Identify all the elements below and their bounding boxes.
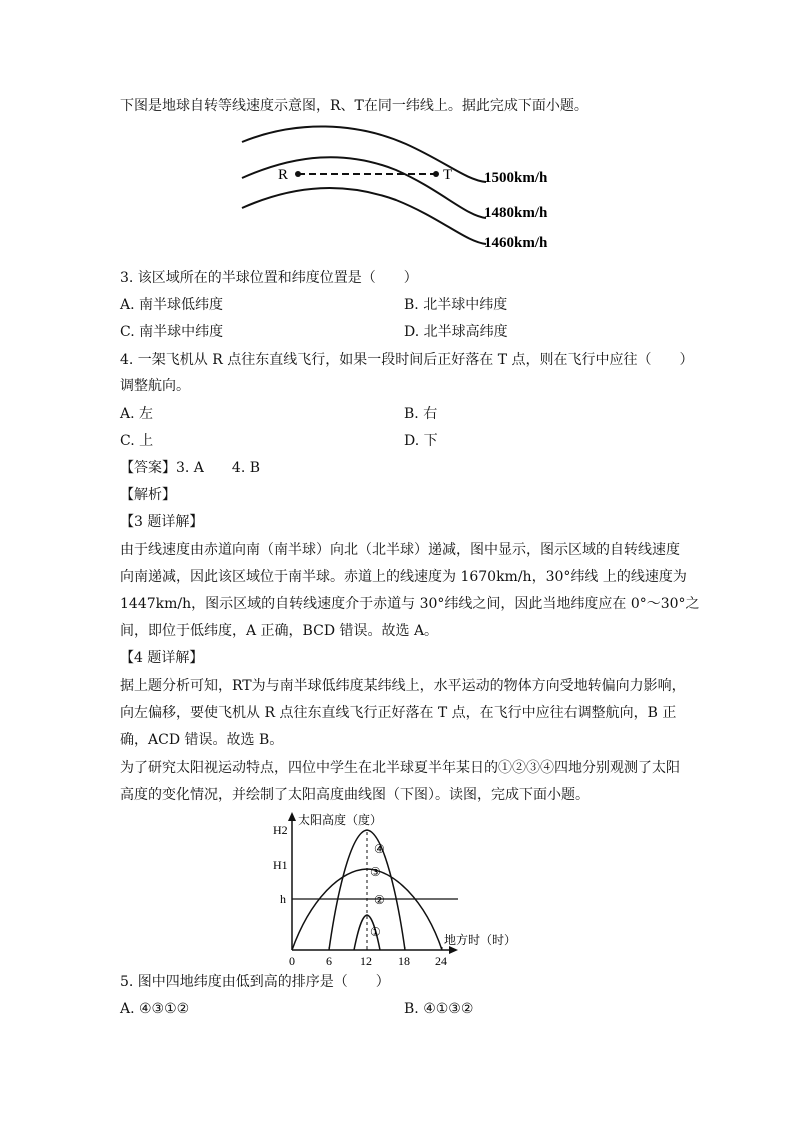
answer-line: 【答案】3. A 4. B — [120, 460, 261, 476]
curve-label-3: ③ — [370, 865, 381, 879]
q5-option-a[interactable]: A. ④③①② — [120, 1001, 190, 1017]
solar-altitude-figure — [270, 810, 520, 970]
intro-text-1: 下图是地球自转等线速度示意图，R、T在同一纬线上。据此完成下面小题。 — [120, 98, 588, 114]
x-axis-arrow — [449, 946, 458, 954]
intro-text-2-line-1: 为了研究太阳视运动特点，四位中学生在北半球夏半年某日的①②③④四地分别观测了太阳 — [120, 760, 680, 776]
isoline-label-1480: 1480km/h — [484, 205, 548, 221]
isoline-label-1460: 1460km/h — [484, 235, 548, 251]
point-r-label: R — [278, 167, 289, 183]
q3-option-c[interactable]: C. 南半球中纬度 — [120, 324, 224, 340]
y-tick-h2: H2 — [273, 823, 288, 837]
q4-option-d[interactable]: D. 下 — [404, 433, 438, 449]
curve-4 — [329, 830, 405, 950]
y-tick-h: h — [280, 892, 286, 906]
q4-detail-title: 【4 题详解】 — [120, 650, 204, 666]
y-axis-arrow — [288, 812, 296, 821]
q4-option-a[interactable]: A. 左 — [120, 406, 154, 422]
x-tick-24: 24 — [435, 954, 447, 968]
curve-label-1: ① — [370, 925, 381, 939]
q3-detail-line-3: 1447km/h，图示区域的自转线速度介于赤道与 30°纬线之间，因此当地纬度应在 0°～30°之 — [120, 596, 700, 612]
analysis-heading: 【解析】 — [120, 487, 176, 503]
q5-stem: 5. 图中四地纬度由低到高的排序是（ ） — [120, 974, 390, 990]
q3-detail-line-2: 向南递减，因此该区域位于南半球。赤道上的线速度为 1670km/h，30°纬线 上的线速度为 — [120, 569, 687, 585]
q5-option-b[interactable]: B. ④①③② — [404, 1001, 474, 1017]
q3-stem: 3. 该区域所在的半球位置和纬度位置是（ ） — [120, 270, 418, 286]
q3-option-a[interactable]: A. 南半球低纬度 — [120, 297, 224, 313]
x-tick-6: 6 — [326, 954, 332, 968]
velocity-isoline-figure — [236, 124, 566, 254]
curve-label-2: ② — [374, 893, 385, 907]
q4-stem-line-2: 调整航向。 — [120, 378, 190, 394]
x-tick-12: 12 — [360, 954, 372, 968]
point-t-dot — [433, 171, 439, 177]
y-tick-h1: H1 — [273, 858, 288, 872]
q4-option-b[interactable]: B. 右 — [404, 406, 438, 422]
q4-detail-line-1: 据上题分析可知，RT为与南半球低纬度某纬线上，水平运动的物体方向受地转偏向力影响， — [120, 678, 686, 694]
curve-label-4: ④ — [374, 842, 385, 856]
point-t-label: T — [443, 167, 453, 183]
q4-detail-line-2: 向左偏移，要使飞机从 R 点往东直线飞行正好落在 T 点，在飞行中应往右调整航向，B 正 — [120, 705, 677, 721]
intro-text-2-line-2: 高度的变化情况，并绘制了太阳高度曲线图（下图）。读图，完成下面小题。 — [120, 787, 589, 803]
point-r-dot — [295, 171, 301, 177]
x-tick-18: 18 — [398, 954, 410, 968]
q3-detail-line-4: 间，即位于低纬度，A 正确，BCD 错误。故选 A。 — [120, 623, 439, 639]
x-axis-label: 地方时（时） — [444, 933, 517, 947]
q3-detail-title: 【3 题详解】 — [120, 514, 204, 530]
q3-detail-line-1: 由于线速度由赤道向南（南半球）向北（北半球）递减，图中显示，图示区域的自转线速度 — [120, 542, 680, 558]
y-axis-label: 太阳高度（度） — [298, 813, 383, 827]
x-tick-0: 0 — [289, 954, 295, 968]
isoline-1460 — [242, 188, 486, 244]
q3-option-b[interactable]: B. 北半球中纬度 — [404, 297, 508, 313]
q4-detail-line-3: 确，ACD 错误。故选 B。 — [120, 732, 284, 748]
isoline-label-1500: 1500km/h — [484, 170, 548, 186]
q3-option-d[interactable]: D. 北半球高纬度 — [404, 324, 508, 340]
q4-stem-line-1: 4. 一架飞机从 R 点往东直线飞行，如果一段时间后正好落在 T 点，则在飞行中应往（ ） — [120, 352, 694, 368]
q4-option-c[interactable]: C. 上 — [120, 433, 154, 449]
